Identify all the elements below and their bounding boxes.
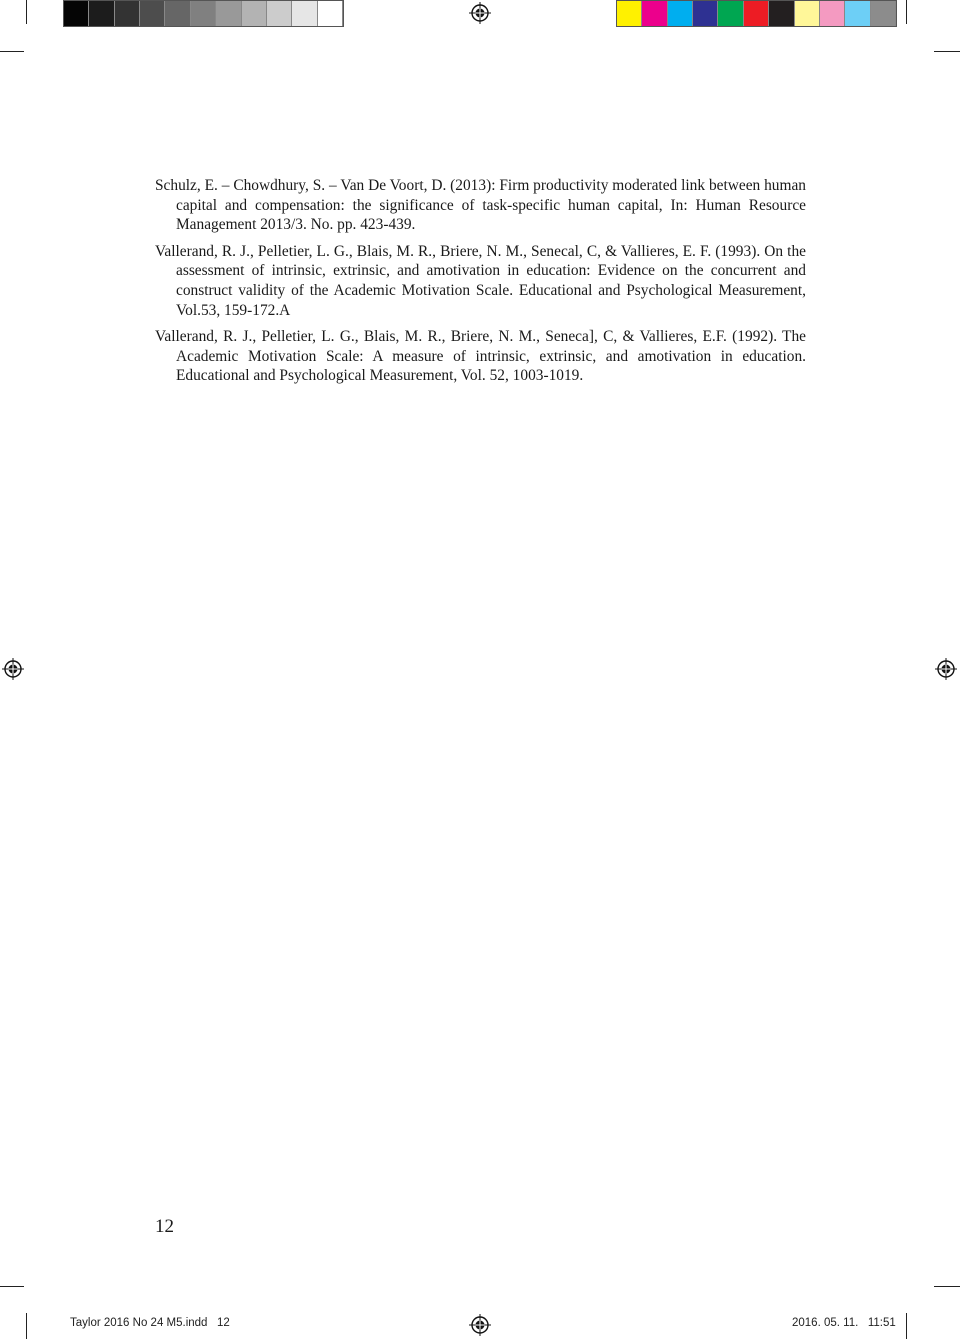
page-number: 12 <box>155 1216 174 1237</box>
crop-mark <box>26 0 27 24</box>
color-swatch <box>693 1 718 26</box>
color-swatch <box>191 1 216 26</box>
footer-date: 2016. 05. 11. 11:51 <box>792 1317 896 1329</box>
color-swatch <box>795 1 820 26</box>
color-swatch <box>267 1 292 26</box>
crop-mark <box>934 51 960 52</box>
color-swatch <box>718 1 743 26</box>
crop-mark <box>26 1313 27 1339</box>
registration-mark-icon <box>469 1314 491 1336</box>
color-swatch <box>216 1 241 26</box>
color-swatch <box>318 1 343 26</box>
crop-mark <box>0 1286 24 1287</box>
color-swatch <box>668 1 693 26</box>
color-swatch <box>89 1 114 26</box>
reference-entry: Vallerand, R. J., Pelletier, L. G., Blais, M. R., Briere, N. M., Senecal, C, & Vallieres, E. F. (1993). On the assessment of intrinsic, extrinsic, and amotivation in education: Evidence on the concurrent and construct validity of the Academic Motivation Scale. Educational and Psychological Measurement, Vol.53, 159-172.A <box>155 242 806 319</box>
color-swatch <box>820 1 845 26</box>
color-swatch <box>165 1 190 26</box>
color-swatch <box>115 1 140 26</box>
crop-mark <box>934 1286 960 1287</box>
reference-entry: Vallerand, R. J., Pelletier, L. G., Blais, M. R., Briere, N. M., Seneca], C, & Vallieres, E.F. (1992). The Academic Motivation Scale: A measure of intrinsic, extrinsic, and amotivation in education. Educational and Psychological Measurement, Vol. 52, 1003-1019. <box>155 328 806 385</box>
color-swatch <box>845 1 870 26</box>
crop-mark <box>906 0 907 24</box>
color-swatch <box>617 1 642 26</box>
registration-mark-icon <box>935 658 957 680</box>
grayscale-control-bar <box>63 0 344 27</box>
registration-mark-icon <box>2 658 24 680</box>
color-swatch <box>642 1 667 26</box>
color-swatch <box>871 1 896 26</box>
color-swatch <box>64 1 89 26</box>
color-swatch <box>292 1 317 26</box>
color-swatch <box>242 1 267 26</box>
registration-mark-icon <box>469 2 491 24</box>
color-swatch <box>140 1 165 26</box>
reference-list <box>155 176 806 393</box>
footer-file-name: Taylor 2016 No 24 M5.indd 12 <box>70 1317 230 1329</box>
reference-entry: Schulz, E. – Chowdhury, S. – Van De Voort, D. (2013): Firm productivity moderated link between human capital and compensation: the significance of task-specific human capital, In: Human Resource Management 2013/3. No. pp. 423-439. <box>155 177 806 234</box>
color-swatch <box>744 1 769 26</box>
crop-mark <box>906 1313 907 1339</box>
color-control-bar <box>616 0 897 27</box>
crop-mark <box>0 51 24 52</box>
color-swatch <box>769 1 794 26</box>
